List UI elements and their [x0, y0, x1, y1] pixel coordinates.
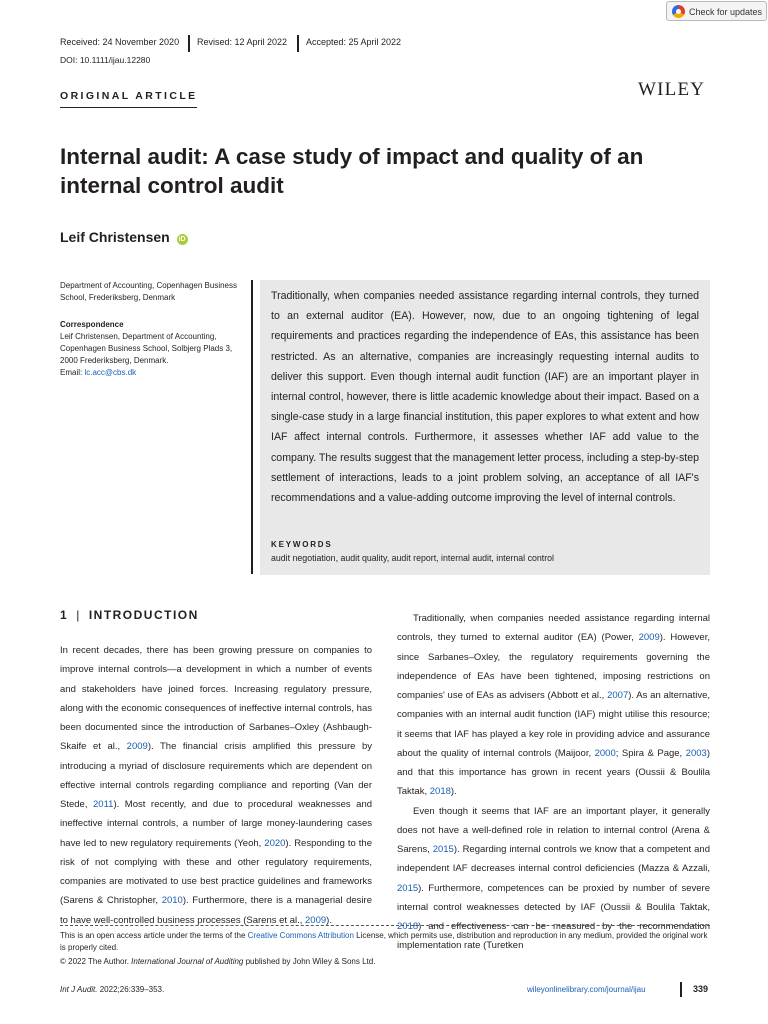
section-title: INTRODUCTION [88, 608, 199, 622]
check-for-updates-button[interactable] [666, 1, 767, 21]
author-name-line [60, 229, 188, 245]
article-type: ORIGINAL ARTICLE [60, 90, 198, 102]
author-name[interactable]: Leif Christensen [60, 229, 170, 245]
section-heading [60, 608, 199, 622]
citation-link[interactable]: 2009 [305, 914, 327, 926]
correspondence-block [60, 319, 244, 379]
accepted-date: Accepted: 25 April 2022 [306, 37, 402, 47]
paragraph: In recent decades, there has been growing pressure on companies to improve internal controls—a development in which a number of events and stakeholders have joined forces. Increasing regulatory pressure, along with the economic consequences of ineffective internal controls, has been documented since the introduction of Sarbanes–Oxley (Ashbaugh-Skaife et al., 2009). The financial crisis amplified this pressure by introducing a myriad of disclosure requirements which are dependent on effective internal controls regarding compliance and reporting (Van der Stede, 2011). Most recently, and due to procedural weaknesses and ineffective internal controls, a number of large money-laundering cases have led to new regulatory requirements (Yeoh, 2020). Responding to the risk of not complying with these and other regulatory requirements, companies are motivated to use best practice guidelines and frameworks (Sarens & Christopher, 2010). Furthermore, there is a managerial desire to have well-controlled business processes (Sarens et al., 2009). [60, 645, 373, 926]
citation-link[interactable]: 2015 [432, 844, 454, 855]
license-link[interactable]: Creative Commons Attribution [247, 931, 354, 940]
citation-link[interactable]: 2000 [594, 747, 616, 759]
abstract-text: Traditionally, when companies needed assistance regarding internal controls, they turned to an external auditor (EA). However, now, due to an ongoing tightening of legal requirements and practices regarding the independence of EAs, this assistance has been restricted. As an alternative, companies are increasingly requesting internal audits to deliver this support. Even though internal audit function (IAF) are an important player in internal control, however, there is little academic knowledge about their impact. Based on a single-case study in a large financial institution, this paper explores to what extent and how IAF affect internal controls. Furthermore, it assesses whether IAF add value to the company. The results suggest that the management letter process, including a step-by-step settlement of interactions, leads to a joint problem solving, an acceptance of all IAF's recommendations and a value-adding outcome improving the level of internal controls. [271, 290, 699, 505]
correspondence-heading: Correspondence [60, 320, 124, 329]
license-note: This is an open access article under the terms of the Creative Commons Attribution License, which permits use, distribution and reproduction in any medium, provided the original work is properly cited. [60, 931, 708, 952]
footnote-divider [60, 925, 710, 926]
revised-date: Revised: 12 April 2022 [197, 37, 288, 47]
body-column-right [397, 609, 711, 952]
page-number: 339 [693, 984, 709, 994]
orcid-icon[interactable]: iD [178, 236, 186, 243]
citation-link[interactable]: 2011 [93, 799, 114, 810]
keywords-text: audit negotiation, audit quality, audit report, internal audit, internal control [271, 553, 554, 563]
correspondence-email-line [60, 367, 244, 379]
correspondence-address: Leif Christensen, Department of Accounting, Copenhagen Business School, Solbjerg Plads 3, 2000 Frederiksberg, Denmark. [60, 332, 233, 365]
doi: DOI: 10.1111/ijau.12280 [60, 55, 151, 65]
citation-link[interactable]: 2009 [126, 741, 148, 753]
paragraph: Even though it seems that IAF are an important player, it generally does not have a well-defined role in relation to internal control (Arena & Sarens, 2015). Regarding internal controls we know that a competent and independent IAF decreases internal control deficiencies (Mazza & Azzali, 2015). Furthermore, competences can be proxied by number of severe internal control weaknesses detected by IAF (Oussii & Boulila Taktak, 2018) and effectiveness can be measured by the recommendation implementation rate (Turetken [397, 805, 710, 952]
citation-link[interactable]: 2015 [397, 882, 419, 894]
citation-link[interactable]: 2018 [429, 786, 451, 798]
footer-separator [680, 982, 682, 997]
publisher-logo: WILEY [638, 79, 706, 100]
check-for-updates-label: Check for updates [689, 7, 763, 17]
header-separator [297, 35, 299, 52]
citation-link[interactable]: 2009 [638, 632, 660, 644]
affiliation: Department of Accounting, Copenhagen Business School, Frederiksberg, Denmark [60, 281, 238, 302]
article-title: Internal audit: A case study of impact and quality of an internal control audit [60, 144, 644, 198]
email-link[interactable]: lc.acc@cbs.dk [84, 368, 137, 377]
journal-citation: Int J Audit. 2022;26:339–353. [60, 985, 165, 994]
citation-link[interactable]: 2020 [264, 837, 286, 849]
abstract-side-rule [251, 280, 253, 574]
body-column-left [60, 641, 372, 930]
citation-link[interactable]: 2007 [607, 690, 629, 701]
received-date: Received: 24 November 2020 [60, 37, 180, 47]
keywords-heading: KEYWORDS [271, 540, 333, 549]
section-separator: | [76, 608, 81, 622]
crossmark-icon [672, 5, 685, 18]
header-separator [188, 35, 190, 52]
email-label: Email: [60, 368, 85, 377]
citation-link[interactable]: 2018 [397, 921, 419, 932]
journal-website-link[interactable]: wileyonlinelibrary.com/journal/ijau [527, 985, 646, 994]
section-number: 1 [60, 608, 69, 622]
paragraph: Traditionally, when companies needed assistance regarding internal controls, they turned to external auditor (EA) (Power, 2009). However, since Sarbanes–Oxley, the regulatory requirements governing the independence of EAs have been tightened, imposing restrictions on companies' use of EAs as advisers (Abbott et al., 2007). As an alternative, companies with an internal audit function (IAF) might utilise this resource; it seems that IAF has played a key role in providing advice and assurance about the quality of internal controls (Maijoor, 2000; Spira & Page, 2003) and that this importance has grown in recent years (Oussii & Boulila Taktak, 2018). [397, 613, 711, 798]
citation-link[interactable]: 2003 [685, 747, 707, 759]
copyright-note: © 2022 The Author. International Journal of Auditing published by John Wiley & Sons Ltd. [60, 957, 376, 966]
article-type-underline [60, 107, 197, 108]
citation-link[interactable]: 2010 [161, 895, 183, 907]
